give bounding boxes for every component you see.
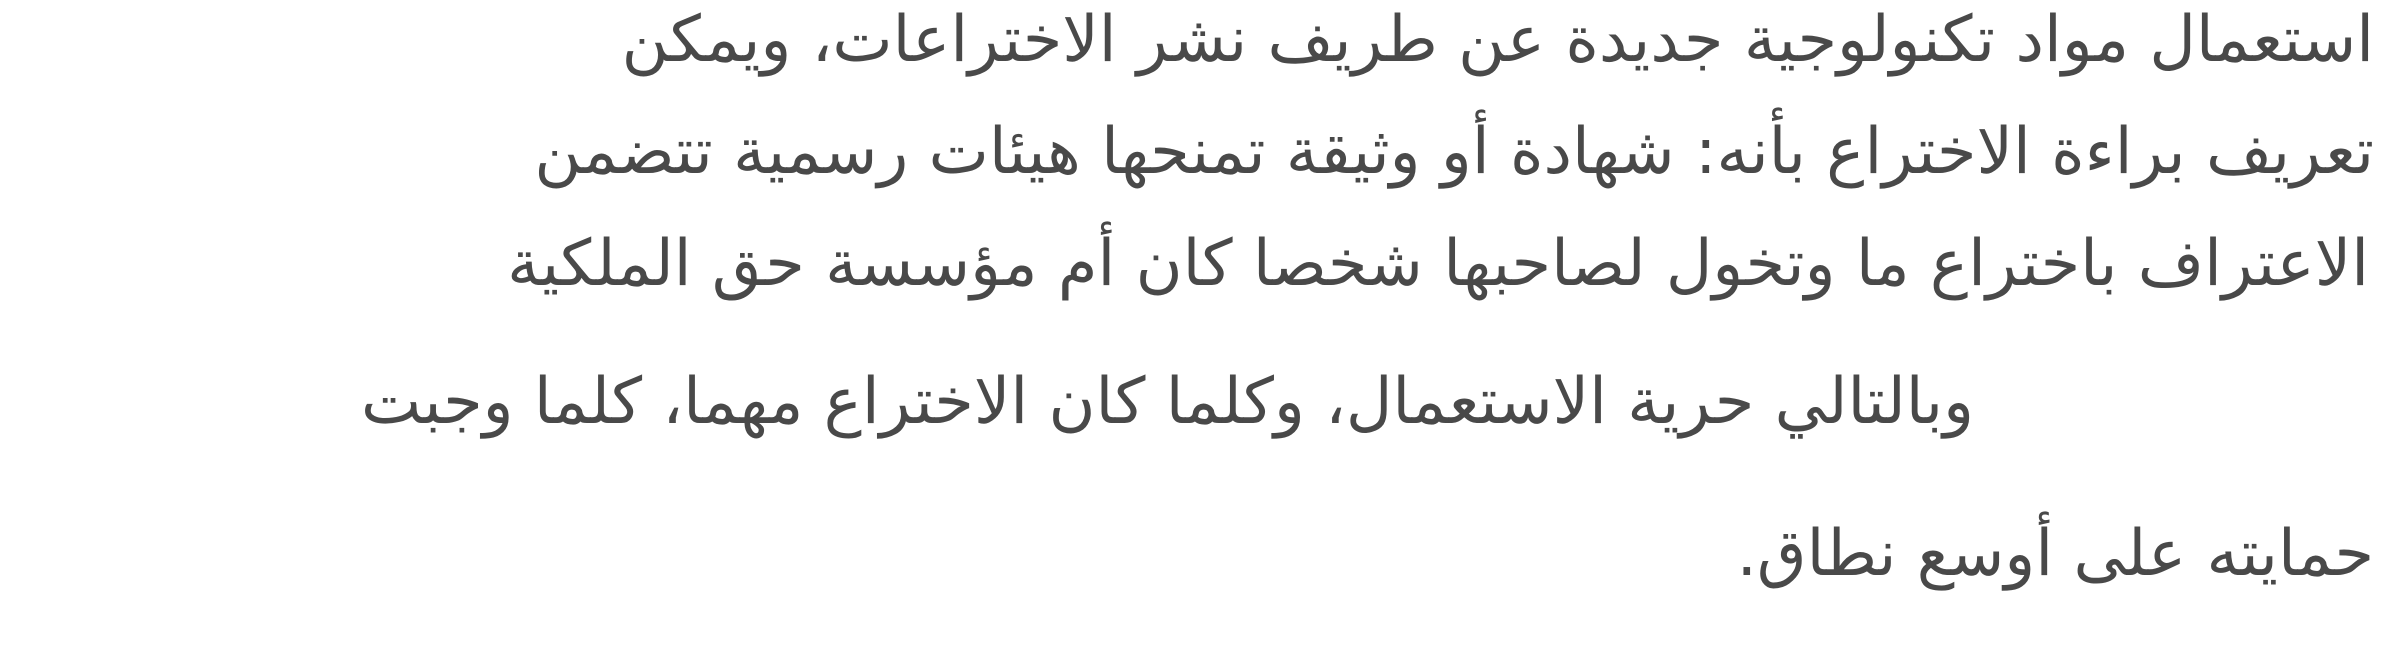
text-line-2: تعريف براءة الاختراع بأنه: شهادة أو وثيقة تمنحها هيئات رسمية تتضمن: [534, 115, 2374, 189]
text-line-4: وبالتالي حرية الاستعمال، وكلما كان الاختراع مهما، كلما وجبت: [360, 365, 1974, 439]
text-line-1: استعمال مواد تكنولوجية جديدة عن طريف نشر الاختراعات، ويمكن: [621, 3, 2374, 77]
text-line-3: الاعتراف باختراع ما وتخول لصاحبها شخصا كان أم مؤسسة حق الملكية: [507, 227, 2369, 301]
text-line-5: حمايته على أوسع نطاق.: [1736, 517, 2374, 591]
